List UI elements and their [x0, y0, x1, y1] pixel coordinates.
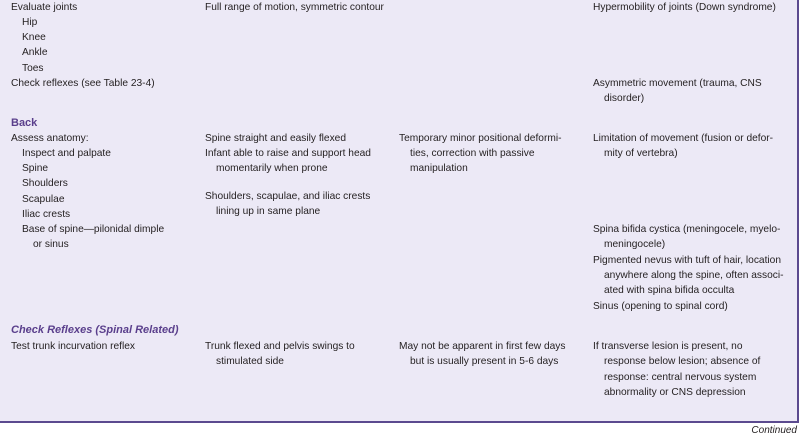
cell-text: Hip: [22, 17, 38, 28]
cell-text: anywhere along the spine, often associ-: [604, 270, 784, 281]
cell-text: mity of vertebra): [604, 148, 678, 159]
section-heading-reflexes: Check Reflexes (Spinal Related): [11, 324, 179, 336]
cell-text: Shoulders, scapulae, and iliac crests: [205, 191, 371, 202]
cell-text: meningocele): [604, 239, 666, 250]
section-heading-back: Back: [11, 117, 38, 129]
cell-text: Test trunk incurvation reflex: [11, 341, 135, 352]
cell-text: Spine: [22, 163, 49, 174]
cell-text: Shoulders: [22, 178, 68, 189]
cell-text: Hypermobility of joints (Down syndrome): [593, 2, 776, 13]
cell-text: or sinus: [33, 239, 69, 250]
cell-text: but is usually present in 5-6 days: [410, 356, 559, 367]
cell-text: Spina bifida cystica (meningocele, myelo-: [593, 224, 781, 235]
cell-text: Sinus (opening to spinal cord): [593, 301, 728, 312]
cell-text: Assess anatomy:: [11, 133, 89, 144]
cell-text: Infant able to raise and support head: [205, 148, 371, 159]
cell-text: Check reflexes (see Table 23-4): [11, 78, 155, 89]
cell-text: Base of spine—pilonidal dimple: [22, 224, 165, 235]
cell-text: Full range of motion, symmetric contour: [205, 2, 384, 13]
cell-text: stimulated side: [216, 356, 284, 367]
cell-text: Ankle: [22, 47, 48, 58]
cell-text: Limitation of movement (fusion or defor-: [593, 133, 774, 144]
cell-text: If transverse lesion is present, no: [593, 341, 743, 352]
continued-label: Continued: [751, 425, 797, 436]
cell-text: ties, correction with passive: [410, 148, 535, 159]
cell-text: Trunk flexed and pelvis swings to: [205, 341, 355, 352]
cell-text: ated with spina bifida occulta: [604, 285, 735, 296]
cell-text: Toes: [22, 63, 44, 74]
cell-text: Temporary minor positional deformi-: [399, 133, 562, 144]
cell-text: Scapulae: [22, 194, 65, 205]
cell-text: Evaluate joints: [11, 2, 78, 13]
cell-text: Knee: [22, 32, 46, 43]
cell-text: Spine straight and easily flexed: [205, 133, 347, 144]
cell-text: disorder): [604, 93, 645, 104]
cell-text: abnormality or CNS depression: [604, 387, 746, 398]
cell-text: Asymmetric movement (trauma, CNS: [593, 78, 762, 89]
cell-text: response: central nervous system: [604, 372, 757, 383]
cell-text: response below lesion; absence of: [604, 356, 761, 367]
cell-text: Inspect and palpate: [22, 148, 111, 159]
cell-text: lining up in same plane: [216, 206, 321, 217]
cell-text: manipulation: [410, 163, 468, 174]
cell-text: May not be apparent in first few days: [399, 341, 566, 352]
cell-text: Iliac crests: [22, 209, 71, 220]
cell-text: Pigmented nevus with tuft of hair, location: [593, 255, 782, 266]
cell-text: momentarily when prone: [216, 163, 328, 174]
